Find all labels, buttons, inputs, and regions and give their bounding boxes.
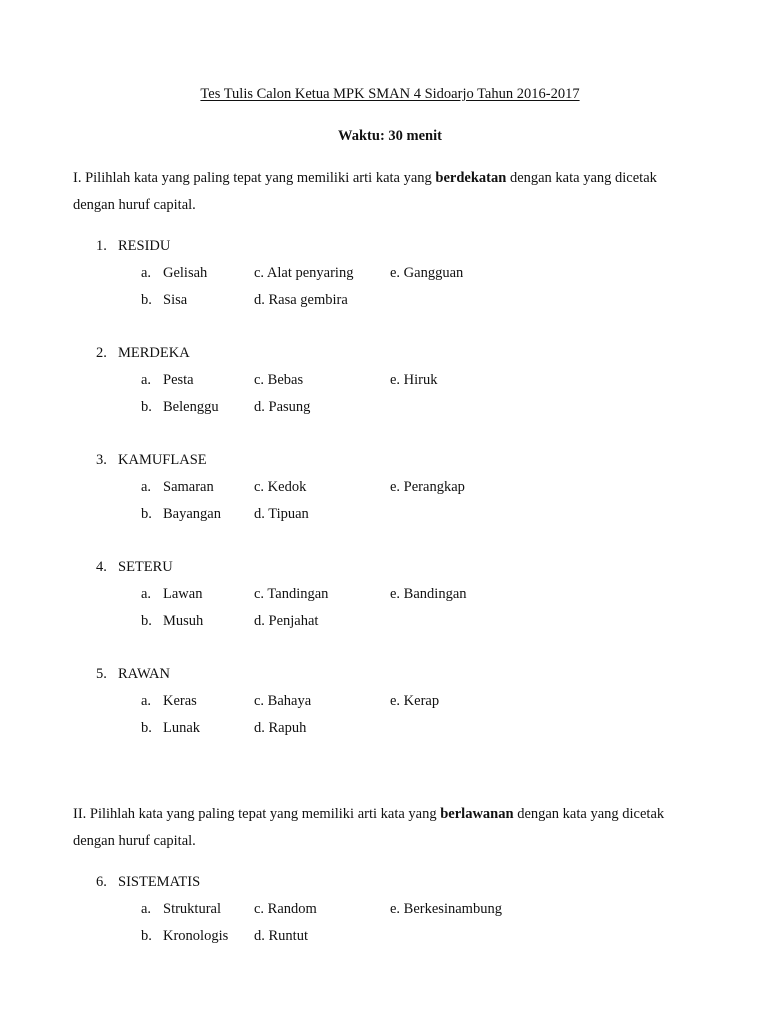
question-word: KAMUFLASE <box>118 452 207 468</box>
question-word: MERDEKA <box>118 345 190 361</box>
option-d: d. Runtut <box>254 928 308 944</box>
option-b: b. Musuh <box>141 613 204 629</box>
instruction-keyword: berlawanan <box>440 806 514 822</box>
question-item <box>0 559 768 649</box>
question-number: 2. <box>96 345 107 361</box>
document-title: Tes Tulis Calon Ketua MPK SMAN 4 Sidoarjo Tahun 2016-2017 <box>200 86 580 102</box>
question-number: 1. <box>96 238 107 254</box>
option-e: e. Bandingan <box>390 586 467 602</box>
option-a: a. Gelisah <box>141 265 208 281</box>
option-a: a. Keras <box>141 693 197 709</box>
option-d: d. Tipuan <box>254 506 309 522</box>
option-d: d. Pasung <box>254 399 311 415</box>
question-number: 3. <box>96 452 107 468</box>
option-a: a. Struktural <box>141 901 221 917</box>
instruction-keyword: berdekatan <box>435 170 507 186</box>
option-c: c. Tandingan <box>254 586 329 602</box>
question-item <box>0 452 768 542</box>
question-word: SETERU <box>118 559 173 575</box>
option-c: c. Kedok <box>254 479 307 495</box>
question-number: 4. <box>96 559 107 575</box>
option-b: b. Sisa <box>141 292 188 308</box>
instruction-line-1: II. Pilihlah kata yang paling tepat yang memiliki arti kata yang berlawanan dengan kata yang dicetak <box>73 806 665 822</box>
instruction-line-1: I. Pilihlah kata yang paling tepat yang memiliki arti kata yang berdekatan dengan kata yang dicetak <box>73 170 657 186</box>
option-d: d. Penjahat <box>254 613 319 629</box>
question-word: SISTEMATIS <box>118 874 201 890</box>
section-2-instruction <box>73 801 713 855</box>
instruction-line-2: dengan huruf capital. <box>73 833 196 849</box>
question-item <box>0 666 768 756</box>
question-word: RESIDU <box>118 238 171 254</box>
option-c: c. Random <box>254 901 317 917</box>
question-item <box>0 238 768 328</box>
option-e: e. Hiruk <box>390 372 438 388</box>
option-a: a. Lawan <box>141 586 203 602</box>
time-limit: Waktu: 30 menit <box>338 128 442 144</box>
option-d: d. Rapuh <box>254 720 307 736</box>
question-number: 6. <box>96 874 107 890</box>
option-b: b. Bayangan <box>141 506 221 522</box>
option-a: a. Pesta <box>141 372 194 388</box>
question-item <box>0 874 768 964</box>
section-1-instruction <box>73 165 713 219</box>
question-word: RAWAN <box>118 666 171 682</box>
option-e: e. Perangkap <box>390 479 465 495</box>
option-c: c. Bebas <box>254 372 304 388</box>
option-b: b. Kronologis <box>141 928 229 944</box>
option-b: b. Belenggu <box>141 399 219 415</box>
option-c: c. Alat penyaring <box>254 265 354 281</box>
option-c: c. Bahaya <box>254 693 312 709</box>
option-a: a. Samaran <box>141 479 214 495</box>
option-e: e. Kerap <box>390 693 440 709</box>
option-e: e. Berkesinambung <box>390 901 502 917</box>
question-number: 5. <box>96 666 107 682</box>
instruction-line-2: dengan huruf capital. <box>73 197 196 213</box>
question-item <box>0 345 768 435</box>
option-b: b. Lunak <box>141 720 201 736</box>
option-d: d. Rasa gembira <box>254 292 348 308</box>
option-e: e. Gangguan <box>390 265 464 281</box>
